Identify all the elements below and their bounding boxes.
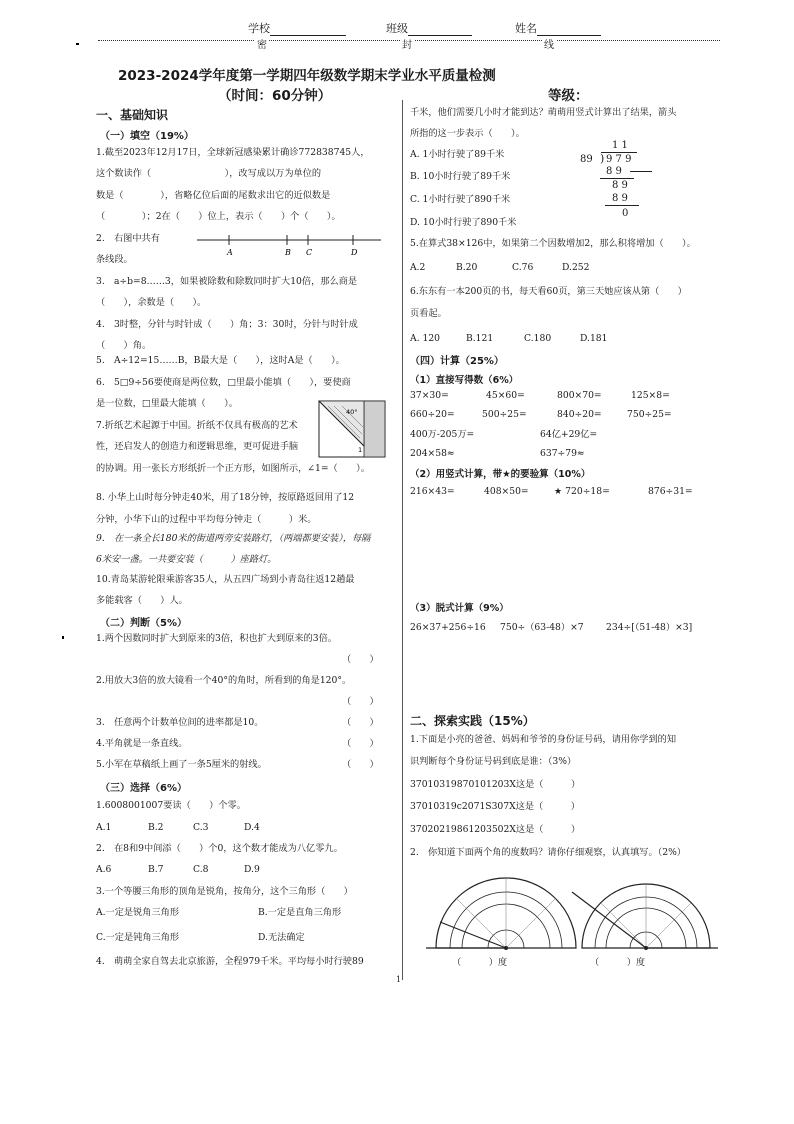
- q2-line2: 条线段。: [96, 254, 133, 265]
- j1-text: 1.两个因数同时扩大到原来的3倍，积也扩大到原来的3倍。: [96, 633, 337, 644]
- c4-opt-b[interactable]: B. 10小时行驶了89千米: [410, 171, 511, 182]
- e1-line1: 1.下面是小亮的爸爸、妈妈和爷爷的身份证号码，请用你学到的知: [410, 734, 677, 745]
- oral-item: 204×58≈: [410, 448, 455, 459]
- c4-opt-c[interactable]: C. 1小时行驶了890千米: [410, 194, 511, 205]
- point-d: D: [351, 248, 358, 257]
- c1-opt-c[interactable]: C.3: [193, 822, 209, 833]
- section-basic-knowledge: 一、基础知识: [96, 108, 169, 122]
- oral-item: 500÷25=: [482, 409, 527, 420]
- point-c: C: [306, 248, 313, 257]
- q10-line1: 10.青岛某游轮限乘游客35人，从五四广场到小青岛往返12趟最: [96, 574, 355, 585]
- j2-answer[interactable]: （ ）: [342, 696, 379, 707]
- oral-item: 64亿+29亿=: [540, 429, 598, 440]
- step-item: 750÷（63-48）×7: [500, 622, 584, 633]
- q1-line2: 这个数读作（ ），改写成以万为单位的: [96, 168, 322, 179]
- q7-line3: 的协调。用一张长方形纸折一个正方形，如图所示，∠1=（ ）。: [96, 463, 370, 474]
- j5-answer[interactable]: （ ）: [342, 759, 379, 770]
- c4-cont-line1: 千米，他们需要几小时才能到达？萌萌用竖式计算出了结果，箭头: [410, 107, 677, 118]
- school-field[interactable]: 学校: [248, 20, 346, 36]
- q7-line1: 7.折纸艺术起源于中国。折纸不仅具有极高的艺术: [96, 420, 298, 431]
- c6-line2: 页看起。: [410, 308, 447, 319]
- division-dividend: 9 7 9: [606, 154, 632, 165]
- oral-item: 45×60=: [486, 390, 525, 401]
- c3-opt-b[interactable]: B.一定是直角三角形: [258, 907, 342, 918]
- c2-opt-d[interactable]: D.9: [244, 864, 260, 875]
- q1-line1: 1.截至2023年12月17日，全球新冠感染累计确诊772838745人，: [96, 147, 370, 158]
- c6-opt-c[interactable]: C.180: [524, 333, 552, 344]
- choice-heading: （三）选择（6%）: [100, 783, 187, 794]
- c4-cont-line2: 所指的这一步表示（ ）。: [410, 128, 525, 139]
- seal-xian: 线: [542, 36, 556, 51]
- oral-item: 750÷25=: [627, 409, 672, 420]
- scan-mark: [62, 636, 64, 639]
- c6-opt-a[interactable]: A. 120: [410, 333, 441, 344]
- scan-mark: [76, 43, 79, 45]
- page-title: 2023-2024学年度第一学期四年级数学期末学业水平质量检测: [118, 68, 496, 84]
- division-rule: [605, 205, 639, 206]
- q3-line1: 3. a÷b=8……3，如果被除数和除数同时扩大10倍，那么商是: [96, 276, 358, 287]
- c3-opt-c[interactable]: C.一定是钝角三角形: [96, 932, 180, 943]
- j4-text: 4.平角就是一条直线。: [96, 738, 188, 749]
- j1-answer[interactable]: （ ）: [342, 654, 379, 665]
- id-number-2: 37010319c2071S307X这是（ ）: [410, 801, 580, 812]
- time-label: （时间：60分钟）: [218, 88, 332, 104]
- oral-item: 840÷20=: [557, 409, 602, 420]
- c4-text: 4. 萌萌全家自驾去北京旅游，全程979千米。平均每小时行驶89: [96, 956, 364, 967]
- q6-line1: 6. 5□9÷56要使商是两位数，□里最小能填（ ），要使商: [96, 377, 351, 388]
- folded-paper-figure: [318, 400, 388, 460]
- oral-item: 125×8=: [631, 390, 670, 401]
- c6-opt-b[interactable]: B.121: [466, 333, 494, 344]
- c2-text: 2. 在8和9中间添（ ）个0，这个数才能成为八亿零九。: [96, 843, 343, 854]
- oral-calc-heading: （1）直接写得数（6%）: [410, 375, 519, 386]
- c4-opt-d[interactable]: D. 10小时行驶了890千米: [410, 217, 517, 228]
- id-number-1: 37010319870101203X这是（ ）: [410, 779, 581, 790]
- angle-answer-1[interactable]: （ ）度: [452, 957, 508, 968]
- q8-line2: 分钟，小华下山的过程中平均每分钟走（ ）米。: [96, 514, 317, 525]
- j3-text: 3. 任意两个计数单位间的进率都是10。: [96, 717, 264, 728]
- oral-item: 660÷20=: [410, 409, 455, 420]
- c1-opt-a[interactable]: A.1: [96, 822, 112, 833]
- oral-item: 37×30=: [410, 390, 449, 401]
- oral-item: 800×70=: [557, 390, 602, 401]
- q3-line2: （ ），余数是（ ）。: [96, 297, 207, 308]
- q7-line2: 性，还启发人的创造力和逻辑思维，更可促进手脑: [96, 441, 299, 452]
- vertical-item: 876÷31=: [648, 486, 693, 497]
- point-a: A: [227, 248, 233, 257]
- c5-opt-d[interactable]: D.252: [562, 262, 590, 273]
- step-item: 26×37+256÷16: [410, 622, 486, 633]
- q10-line2: 多能载客（ ）人。: [96, 595, 188, 606]
- division-rule: [600, 178, 634, 179]
- c3-opt-d[interactable]: D.无法确定: [258, 932, 305, 943]
- q1-line3: 数是（ ），省略亿位后面的尾数求出它的近似数是: [96, 190, 331, 201]
- fill-blank-heading: （一）填空（19%）: [100, 131, 194, 142]
- protractor-left: [426, 878, 576, 950]
- c1-opt-b[interactable]: B.2: [148, 822, 164, 833]
- c6-line1: 6.东东有一本200页的书，每天看60页，第三天她应该从第（ ）: [410, 286, 687, 297]
- q9-line1: 9. 在一条全长180米的街道两旁安装路灯，（两端都要安装），每隔: [96, 533, 371, 544]
- column-divider: [402, 100, 403, 980]
- line-segment-figure: [195, 232, 385, 258]
- division-divisor: 89: [580, 154, 593, 165]
- seal-mi: 密: [255, 36, 269, 51]
- division-bracket: ): [600, 152, 605, 165]
- section-explore-practice: 二、探索实践（15%）: [410, 714, 535, 728]
- c5-opt-c[interactable]: C.76: [512, 262, 534, 273]
- step-calc-heading: （3）脱式计算（9%）: [410, 603, 509, 614]
- c5-opt-a[interactable]: A.2: [410, 262, 426, 273]
- j2-text: 2.用放大3倍的放大镜看一个40°的角时，所看到的角是120°。: [96, 675, 352, 686]
- angle-answer-2[interactable]: （ ）度: [590, 957, 646, 968]
- q1-line4: （ ）；2在（ ）位上，表示（ ）个（ ）。: [96, 211, 341, 222]
- protractor-figures: [422, 862, 722, 958]
- e1-line2: 识判断每个身份证号码到底是谁：（3%）: [410, 756, 577, 767]
- judge-heading: （二）判断（5%）: [100, 618, 187, 629]
- oral-item: 637÷79≈: [540, 448, 585, 459]
- j5-text: 5.小军在草稿纸上画了一条5厘米的射线。: [96, 759, 267, 770]
- oral-item: 400万-205万=: [410, 429, 475, 440]
- q5: 5. A÷12=15……B，B最大是（ ），这时A是（ ）。: [96, 355, 345, 366]
- c2-opt-a[interactable]: A.6: [96, 864, 112, 875]
- division-step1: 8 9: [606, 166, 622, 177]
- c2-opt-c[interactable]: C.8: [193, 864, 209, 875]
- c5-text: 5.在算式38×126中，如果第二个因数增加2，那么积将增加（ ）。: [410, 238, 696, 249]
- division-quotient: 1 1: [612, 140, 628, 151]
- vertical-item-starred: ★ 720÷18=: [554, 486, 610, 497]
- division-step2: 8 9: [612, 180, 628, 191]
- q8-line1: 8. 小华上山时每分钟走40米，用了18分钟，按原路返回用了12: [96, 492, 355, 503]
- q2-line1: 2. 右图中共有: [96, 233, 160, 244]
- grade-label: 等级：: [548, 88, 589, 104]
- division-remainder: 0: [622, 208, 629, 219]
- division-step3: 8 9: [612, 193, 628, 204]
- division-arrow: [630, 171, 652, 172]
- page-number: 1: [396, 975, 402, 984]
- c1-opt-d[interactable]: D.4: [244, 822, 260, 833]
- c6-opt-d[interactable]: D.181: [580, 333, 608, 344]
- seal-feng: 封: [400, 36, 414, 51]
- vertical-item: 216×43=: [410, 486, 455, 497]
- vertical-calc-heading: （2）用竖式计算，带★的要验算（10%）: [410, 469, 591, 480]
- c3-opt-a[interactable]: A.一定是锐角三角形: [96, 907, 180, 918]
- j4-answer[interactable]: （ ）: [342, 738, 379, 749]
- protractor-right: [572, 884, 718, 950]
- c5-opt-b[interactable]: B.20: [456, 262, 478, 273]
- vertical-item: 408×50=: [484, 486, 529, 497]
- q4-line2: （ ）角。: [96, 340, 152, 351]
- angle-1-label: 1: [358, 446, 363, 454]
- step-item: 234÷[（51-48）×3]: [606, 622, 693, 633]
- c3-text: 3.一个等腰三角形的顶角是锐角，按角分，这个三角形（ ）: [96, 886, 353, 897]
- j3-answer[interactable]: （ ）: [342, 717, 379, 728]
- c1-text: 1.6008001007要读（ ）个零。: [96, 800, 246, 811]
- q4-line1: 4. 3时整，分针与时针成（ ）角；3：30时，分针与时针成: [96, 319, 358, 330]
- angle-40-label: 40°: [346, 408, 358, 416]
- q6-line2: 是一位数，□里最大能填（ ）。: [96, 398, 238, 409]
- q9-line2: 6米安一盏。一共要安装（ ）座路灯。: [96, 554, 277, 565]
- point-b: B: [285, 248, 291, 257]
- e2-text: 2. 你知道下面两个角的度数吗？请你仔细观察，认真填写。（2%）: [410, 847, 686, 858]
- name-field[interactable]: 姓名: [515, 20, 601, 36]
- id-number-3: 37020219861203502X这是（ ）: [410, 824, 581, 835]
- class-field[interactable]: 班级: [386, 20, 472, 36]
- calc-heading: （四）计算（25%）: [410, 356, 504, 367]
- c2-opt-b[interactable]: B.7: [148, 864, 164, 875]
- c4-opt-a[interactable]: A. 1小时行驶了89千米: [410, 149, 505, 160]
- division-bar: [601, 152, 637, 153]
